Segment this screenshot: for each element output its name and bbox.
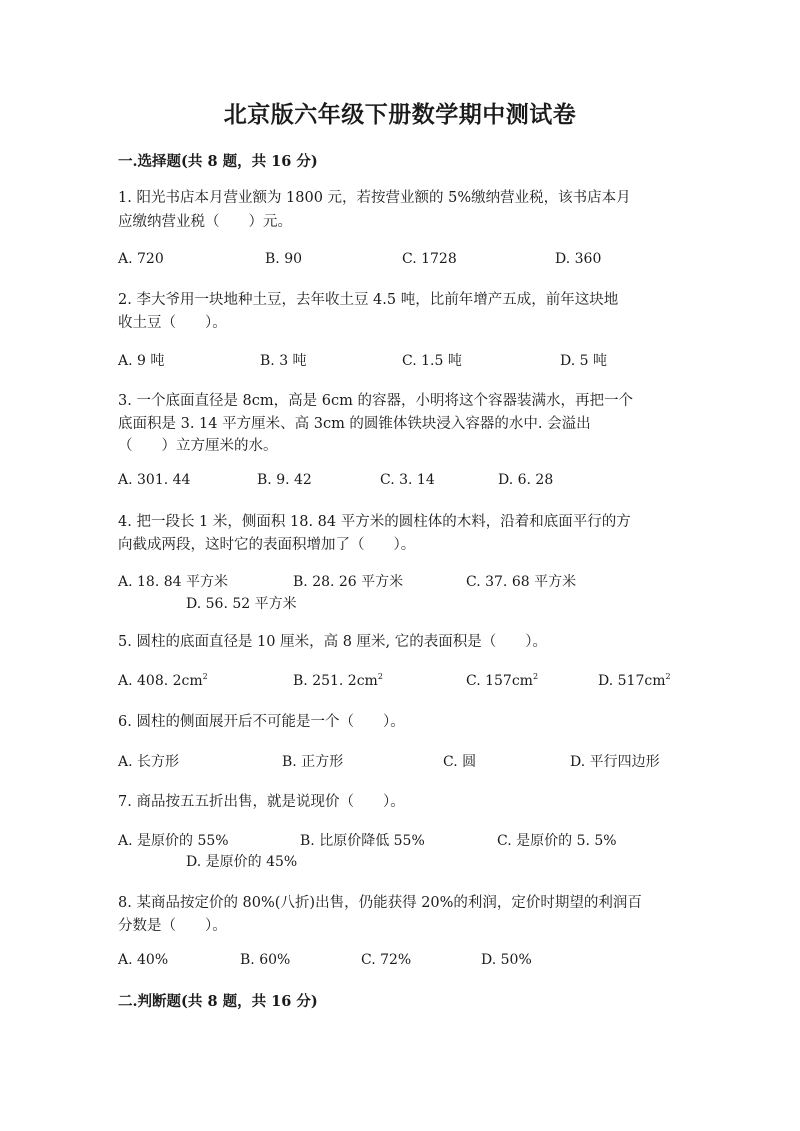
question-8-option-d: D. 50% — [481, 952, 532, 968]
question-3-line-1: 3. 一个底面直径是 8cm，高是 6cm 的容器，小明将这个容器装满水，再把一个 — [118, 393, 633, 409]
question-3-option-b: B. 9. 42 — [257, 472, 312, 488]
question-1-option-d: D. 360 — [555, 251, 602, 267]
question-7-option-b: B. 比原价降低 55% — [300, 833, 425, 849]
question-4-option-d: D. 56. 52 平方米 — [186, 596, 297, 612]
question-5-option-b-text: B. 251. 2cm — [293, 673, 378, 689]
question-6-line-1: 6. 圆柱的侧面展开后不可能是一个（ ）。 — [118, 714, 405, 730]
question-5-option-a — [118, 672, 208, 689]
question-1-option-b: B. 90 — [265, 251, 303, 267]
question-2-option-d: D. 5 吨 — [560, 353, 607, 369]
question-5-option-d — [598, 672, 671, 689]
question-8-option-a: A. 40% — [118, 952, 169, 968]
question-3-option-d: D. 6. 28 — [498, 472, 554, 488]
question-2-line-2: 收土豆（ ）。 — [118, 315, 227, 331]
question-4-option-a: A. 18. 84 平方米 — [118, 574, 228, 590]
question-1-option-c: C. 1728 — [402, 251, 457, 267]
question-8-option-c: C. 72% — [361, 952, 412, 968]
question-1-line-1: 1. 阳光书店本月营业额为 1800 元，若按营业额的 5%缴纳营业税，该书店本月 — [118, 190, 631, 206]
question-6-option-b: B. 正方形 — [282, 754, 344, 770]
squared-superscript: 2 — [532, 672, 539, 681]
question-5-option-d-text: D. 517cm — [598, 673, 666, 689]
question-2-option-a: A. 9 吨 — [118, 353, 165, 369]
question-5-line-1: 5. 圆柱的底面直径是 10 厘米，高 8 厘米, 它的表面积是（ ）。 — [118, 634, 548, 650]
question-6-option-d: D. 平行四边形 — [570, 754, 660, 770]
question-3-option-a: A. 301. 44 — [118, 472, 191, 488]
question-5-option-c — [466, 672, 538, 689]
question-5-option-b — [293, 672, 383, 689]
question-3-option-c: C. 3. 14 — [380, 472, 435, 488]
squared-superscript: 2 — [202, 672, 208, 681]
question-8-option-b: B. 60% — [240, 952, 291, 968]
question-5-option-a-text: A. 408. 2cm — [118, 673, 203, 689]
question-5-option-c-text: C. 157cm — [466, 673, 533, 689]
question-3-line-2: 底面积是 3. 14 平方厘米、高 3cm 的圆锥体铁块浸入容器的水中. 会溢出 — [118, 416, 591, 432]
question-4-line-1: 4. 把一段长 1 米，侧面积 18. 84 平方米的圆柱体的木料，沿着和底面平行的方 — [118, 514, 631, 530]
question-7-option-d: D. 是原价的 45% — [186, 854, 298, 870]
question-1-option-a: A. 720 — [118, 251, 164, 267]
question-4-option-c: C. 37. 68 平方米 — [466, 574, 577, 590]
question-8-line-2: 分数是（ ）。 — [118, 918, 227, 934]
page-title: 北京版六年级下册数学期中测试卷 — [223, 101, 577, 128]
squared-superscript: 2 — [665, 672, 671, 681]
question-7-option-a: A. 是原价的 55% — [118, 833, 229, 849]
question-1-line-2: 应缴纳营业税（ ）元。 — [118, 214, 292, 230]
squared-superscript: 2 — [377, 672, 383, 681]
question-7-line-1: 7. 商品按五五折出售，就是说现价（ ）。 — [118, 794, 405, 810]
question-2-line-1: 2. 李大爷用一块地种土豆，去年收土豆 4.5 吨，比前年增产五成，前年这块地 — [118, 292, 619, 308]
question-4-option-b: B. 28. 26 平方米 — [293, 574, 404, 590]
section-heading-judgement: 二.判断题(共 8 题，共 16 分) — [118, 993, 318, 1010]
question-6-option-c: C. 圆 — [443, 754, 477, 770]
question-3-line-3: （ ）立方厘米的水。 — [118, 438, 278, 454]
question-6-option-a: A. 长方形 — [118, 754, 180, 770]
section-heading-choice: 一.选择题(共 8 题，共 16 分) — [118, 153, 318, 170]
question-8-line-1: 8. 某商品按定价的 80%(八折)出售，仍能获得 20%的利润，定价时期望的利润百 — [118, 895, 642, 911]
question-4-line-2: 向截成两段，这时它的表面积增加了（ ）。 — [118, 537, 416, 553]
question-7-option-c: C. 是原价的 5. 5% — [497, 833, 617, 849]
question-2-option-c: C. 1.5 吨 — [402, 353, 462, 369]
question-2-option-b: B. 3 吨 — [260, 353, 307, 369]
